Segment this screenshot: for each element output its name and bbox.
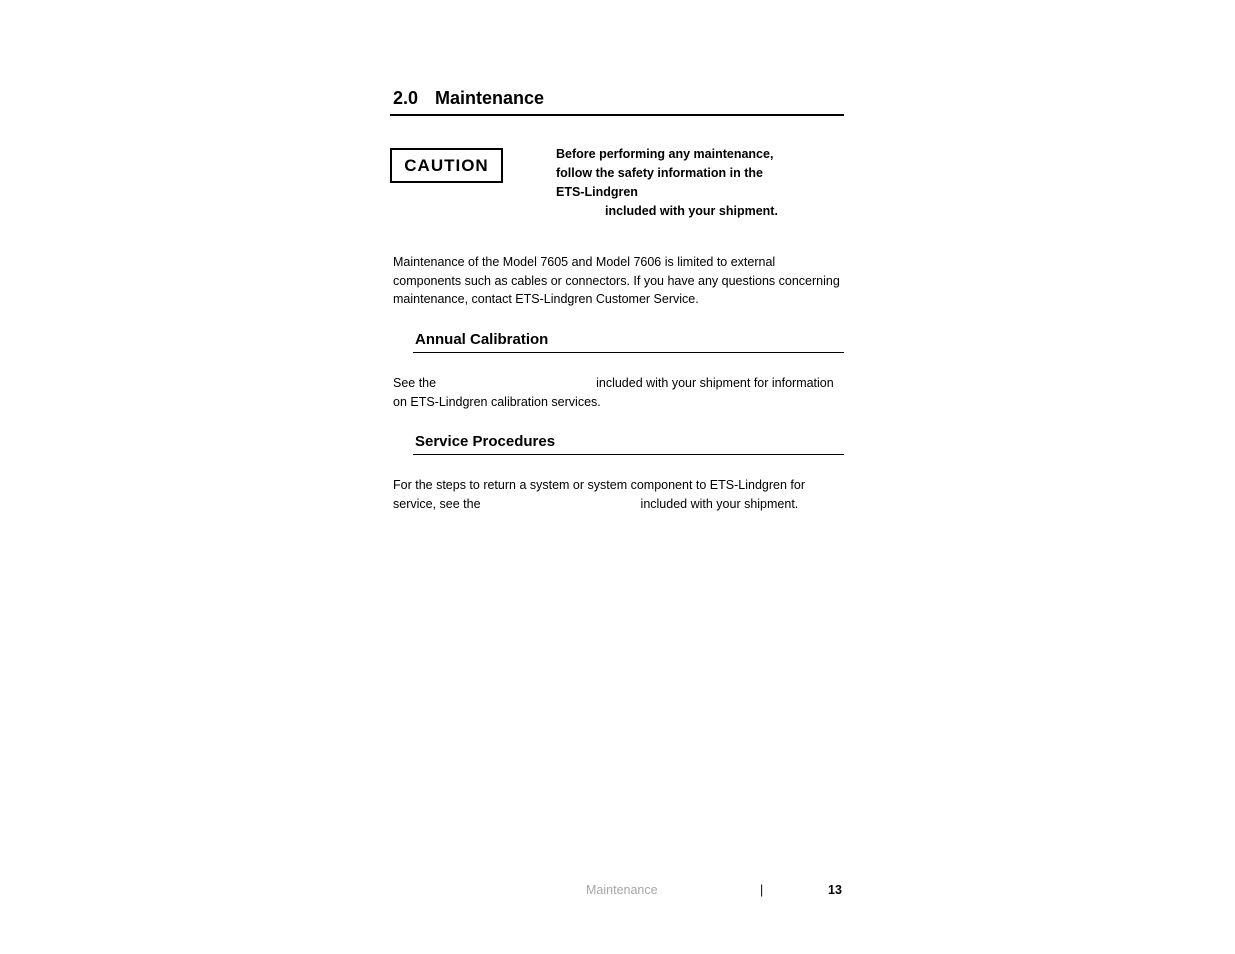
paragraph-line: components such as cables or connectors. If you have any questions concerning (393, 273, 840, 288)
caution-badge (390, 148, 503, 183)
text-run: service, see the (393, 496, 481, 511)
paragraph-line: Maintenance of the Model 7605 and Model 7606 is limited to external (393, 255, 776, 269)
page-number: 13 (828, 883, 842, 897)
paragraph-line (393, 495, 805, 514)
section-heading-annual-calibration: Annual Calibration (415, 331, 549, 348)
text-run: included with your shipment for information (596, 376, 834, 390)
text-run: See the (393, 376, 437, 390)
caution-line: Before performing any maintenance, (556, 147, 774, 161)
chapter-number: 2.0 (393, 88, 419, 108)
section-heading-service-procedures: Service Procedures (415, 433, 556, 450)
footer-separator: | (760, 883, 764, 897)
chapter-heading (393, 88, 544, 109)
paragraph-line: on ETS-Lindgren calibration services. (393, 394, 601, 409)
chapter-rule (390, 114, 844, 116)
caution-line: ETS-Lindgren (556, 185, 638, 199)
section-rule (413, 352, 844, 353)
section-rule (413, 454, 844, 455)
footer-section-name: Maintenance (586, 883, 658, 897)
paragraph-line: For the steps to return a system or system component to ETS-Lindgren for (393, 478, 805, 492)
caution-line: follow the safety information in the (556, 166, 763, 180)
intro-paragraph (393, 253, 840, 309)
chapter-title: Maintenance (435, 88, 545, 108)
caution-message (556, 145, 796, 221)
caution-label: CAUTION (404, 155, 489, 175)
paragraph-line: maintenance, contact ETS-Lindgren Customer Service. (393, 292, 699, 306)
paragraph-line (393, 374, 834, 393)
service-paragraph (393, 476, 805, 513)
calibration-paragraph (393, 374, 834, 411)
text-run: included with your shipment. (640, 496, 799, 511)
caution-line: included with your shipment. (605, 204, 778, 218)
